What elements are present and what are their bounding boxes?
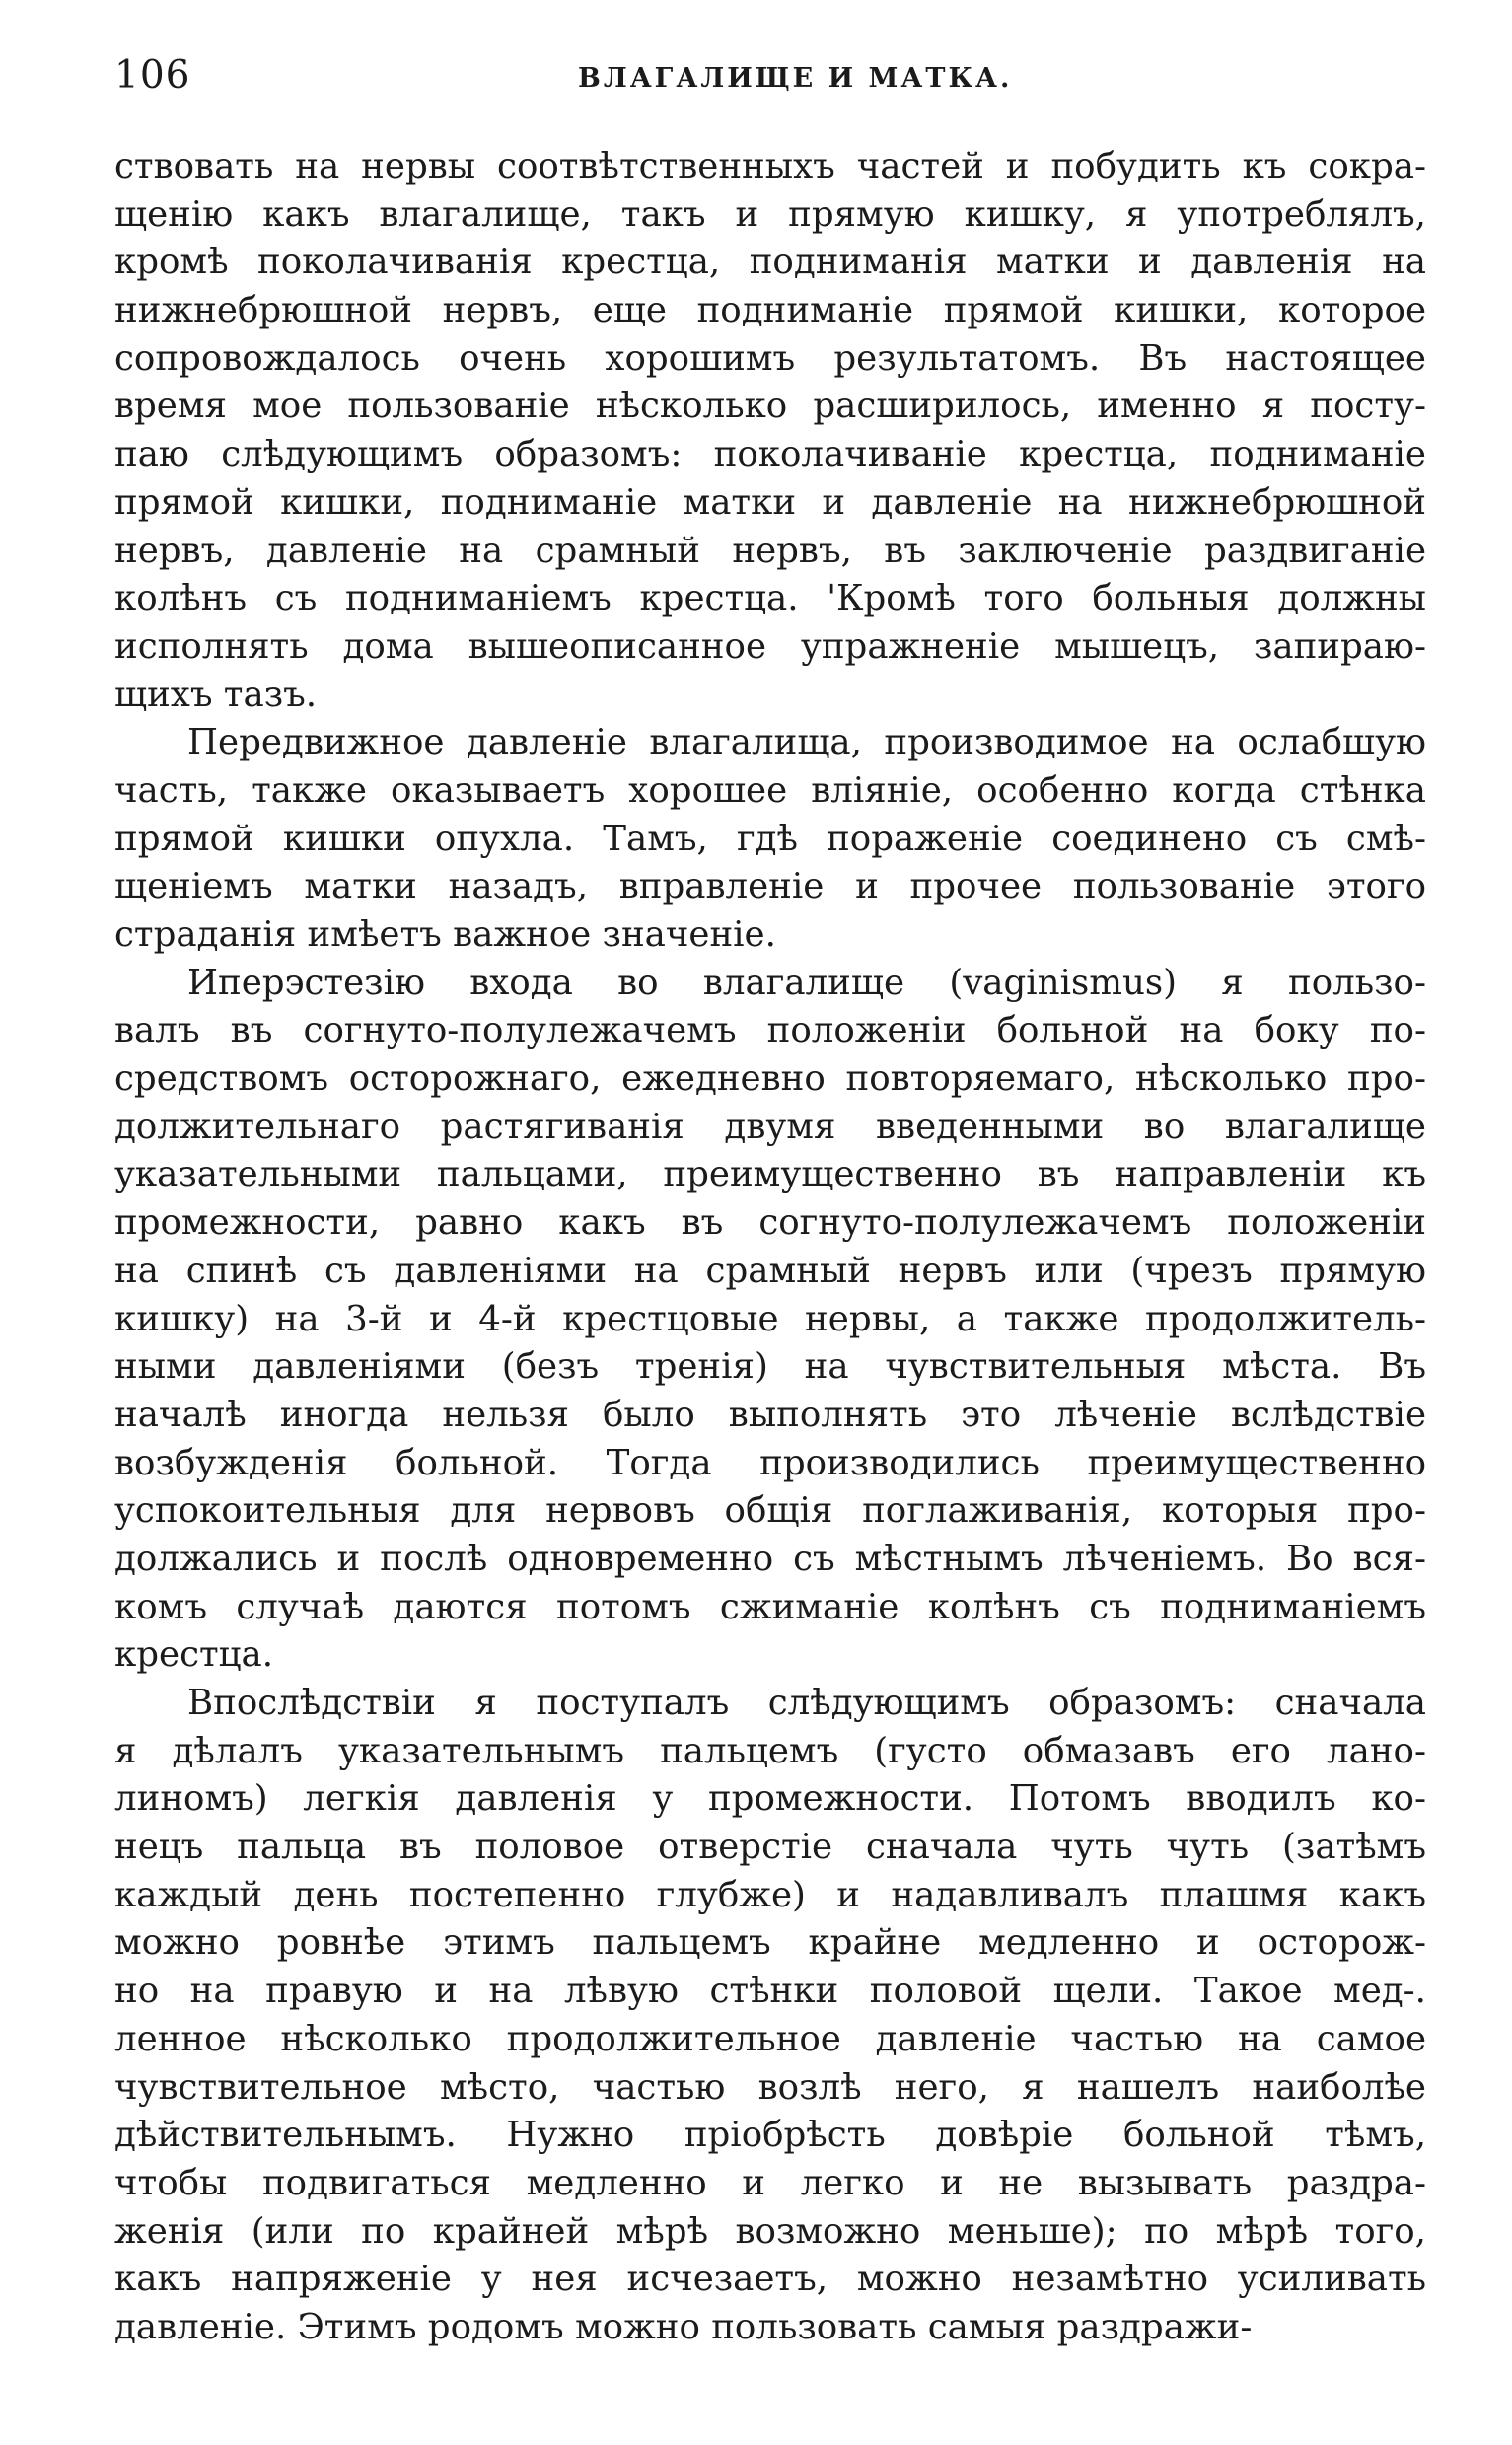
text-line: началѣ иногда нельзя было выполнять это лѣченіе вслѣдствіе <box>114 1394 1426 1435</box>
paragraph <box>114 143 1426 719</box>
text-line: ленное нѣсколько продолжительное давленіе частью на самое <box>114 2018 1426 2059</box>
text-line: какъ напряженіе у нея исчезаетъ, можно незамѣтно усиливать <box>114 2259 1426 2300</box>
text-line: нервъ, давленіе на срамный нервъ, въ заключеніе раздвиганіе <box>114 530 1426 571</box>
text-line: успокоительныя для нервовъ общія поглаживанія, которыя про- <box>114 1490 1426 1532</box>
text-line: ствовать на нервы соотвѣтственныхъ частей и побудить къ сокра- <box>114 146 1426 186</box>
text-line: Передвижное давленіе влагалища, производимое на ослабшую <box>187 722 1426 763</box>
text-line: на спинѣ съ давленіями на срамный нервъ или (чрезъ прямую <box>114 1250 1426 1291</box>
text-line: указательными пальцами, преимущественно въ направленіи къ <box>114 1154 1426 1195</box>
running-head <box>114 47 1428 107</box>
text-line: валъ въ согнуто-полулежачемъ положеніи больной на боку по- <box>114 1010 1426 1051</box>
paragraph <box>114 1680 1426 2352</box>
text-line: сопровождалось очень хорошимъ результатомъ. Въ настоящее <box>114 337 1426 379</box>
text-line: прямой кишки опухла. Тамъ, гдѣ пораженіе соединено съ смѣ- <box>114 818 1426 859</box>
paragraph <box>114 960 1426 1680</box>
text-line: я дѣлалъ указательнымъ пальцемъ (густо обмазавъ его лано- <box>114 1730 1426 1771</box>
text-line: но на правую и на лѣвую стѣнки половой щели. Такое мед-. <box>114 1971 1426 2012</box>
text-line: Впослѣдствіи я поступалъ слѣдующимъ образомъ: сначала <box>187 1683 1426 1723</box>
text-line: колѣнъ съ подниманіемъ крестца. 'Кромѣ того больныя должны <box>114 578 1426 619</box>
text-line: время мое пользованіе нѣсколько расширилось, именно я посту- <box>114 386 1426 427</box>
text-line: крестца. <box>114 1634 274 1676</box>
text-line: щеніемъ матки назадъ, вправленіе и прочее пользованіе этого <box>114 866 1426 907</box>
text-line: можно ровнѣе этимъ пальцемъ крайне медленно и осторож- <box>114 1922 1426 1964</box>
text-line: щихъ тазъ. <box>114 674 318 715</box>
text-line: страданія имѣетъ важное значеніе. <box>114 914 776 955</box>
text-line: кишку) на 3-й и 4-й крестцовые нервы, а также продолжитель- <box>114 1298 1426 1339</box>
text-line: возбужденія больной. Тогда производились преимущественно <box>114 1442 1426 1483</box>
text-line: линомъ) легкія давленія у промежности. Потомъ вводилъ ко- <box>114 1778 1426 1820</box>
text-line: давленіе. Этимъ родомъ можно пользовать самыя раздражи- <box>114 2306 1253 2347</box>
text-line: паю слѣдующимъ образомъ: поколачиваніе крестца, подниманіе <box>114 434 1426 475</box>
text-line: должались и послѣ одновременно съ мѣстнымъ лѣченіемъ. Во вся- <box>114 1538 1426 1579</box>
text-line: чтобы подвигаться медленно и легко и не вызывать раздра- <box>114 2162 1426 2203</box>
text-line: должительнаго растягиванія двумя введенными во влагалище <box>114 1106 1426 1147</box>
text-line: нижнебрюшной нервъ, еще подниманіе прямой кишки, которое <box>114 290 1426 331</box>
text-line: щенію какъ влагалище, такъ и прямую кишку, я употреблялъ, <box>114 193 1426 235</box>
text-line: каждый день постепенно глубже) и надавливалъ плашмя какъ <box>114 1874 1426 1915</box>
page-number: 106 <box>114 53 191 98</box>
text-line: Иперэстезію входа во влагалище (vaginismus) я пользо- <box>187 962 1426 1003</box>
text-line: чувствительное мѣсто, частью возлѣ него, я нашелъ наиболѣе <box>114 2066 1426 2108</box>
text-line: нецъ пальца въ половое отверстіе сначала чуть чуть (затѣмъ <box>114 1827 1426 1868</box>
paragraph <box>114 719 1426 959</box>
body-text <box>114 143 1426 2352</box>
text-line: кромѣ поколачиванія крестца, подниманія матки и давленія на <box>114 242 1426 283</box>
running-title: ВЛАГАЛИЩЕ И МАТКА. <box>578 63 1013 94</box>
text-line: комъ случаѣ даются потомъ сжиманіе колѣнъ съ подниманіемъ <box>114 1586 1426 1627</box>
text-line: исполнять дома вышеописанное упражненіе мышецъ, запираю- <box>114 625 1426 667</box>
text-line: женія (или по крайней мѣрѣ возможно меньше); по мѣрѣ того, <box>114 2210 1426 2252</box>
text-line: промежности, равно какъ въ согнуто-полулежачемъ положеніи <box>114 1202 1426 1244</box>
text-line: дѣйствительнымъ. Нужно пріобрѣсть довѣріе больной тѣмъ, <box>114 2115 1426 2156</box>
text-line: средствомъ осторожнаго, ежедневно повторяемаго, нѣсколько про- <box>114 1058 1426 1100</box>
text-line: прямой кишки, подниманіе матки и давленіе на нижнебрюшной <box>114 481 1426 523</box>
text-line: ными давленіями (безъ тренія) на чувствительныя мѣста. Въ <box>114 1346 1426 1388</box>
text-line: часть, также оказываетъ хорошее вліяніе, особенно когда стѣнка <box>114 769 1426 811</box>
